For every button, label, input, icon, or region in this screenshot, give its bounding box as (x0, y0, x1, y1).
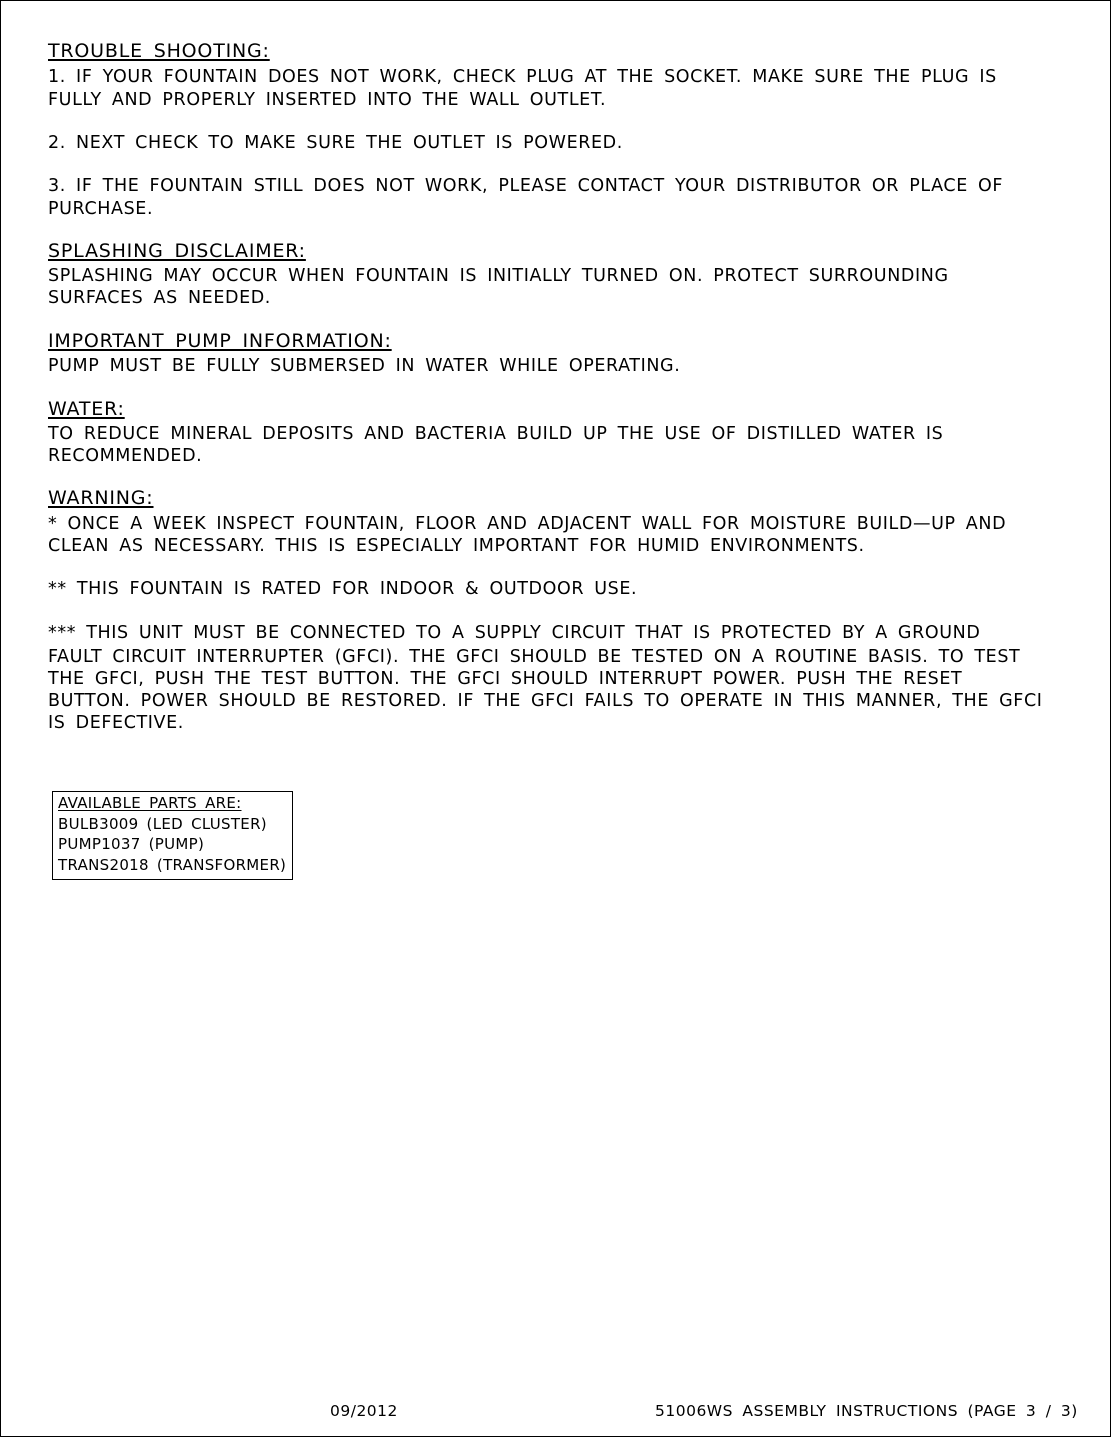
water-line-1: TO REDUCE MINERAL DEPOSITS AND BACTERIA BUILD UP THE USE OF DISTILLED WATER IS (48, 424, 944, 444)
part-item: BULB3009 (LED CLUSTER) (58, 814, 267, 833)
warning-line-3: ** THIS FOUNTAIN IS RATED FOR INDOOR & OUTDOOR USE. (48, 579, 638, 599)
splashing-disclaimer-heading: SPLASHING DISCLAIMER: (48, 240, 306, 262)
pump-info-heading: IMPORTANT PUMP INFORMATION: (48, 330, 392, 352)
trouble-line-1: 1. IF YOUR FOUNTAIN DOES NOT WORK, CHECK PLUG AT THE SOCKET. MAKE SURE THE PLUG IS (48, 67, 997, 87)
part-item: TRANS2018 (TRANSFORMER) (58, 855, 287, 874)
part-item: PUMP1037 (PUMP) (58, 835, 205, 853)
warning-line-7: BUTTON. POWER SHOULD BE RESTORED. IF THE GFCI FAILS TO OPERATE IN THIS MANNER, THE GFCI (48, 691, 1043, 711)
warning-line-5: FAULT CIRCUIT INTERRUPTER (GFCI). THE GFCI SHOULD BE TESTED ON A ROUTINE BASIS. TO TEST (48, 647, 1021, 667)
footer-date: 09/2012 (330, 1402, 398, 1420)
splash-line-2: SURFACES AS NEEDED. (48, 288, 271, 308)
trouble-line-3: 2. NEXT CHECK TO MAKE SURE THE OUTLET IS POWERED. (48, 133, 623, 153)
trouble-shooting-heading: TROUBLE SHOOTING: (48, 40, 270, 62)
warning-line-8: IS DEFECTIVE. (48, 713, 184, 733)
pump-line-1: PUMP MUST BE FULLY SUBMERSED IN WATER WHILE OPERATING. (48, 356, 681, 376)
trouble-line-5: PURCHASE. (48, 199, 154, 219)
warning-line-6: THE GFCI, PUSH THE TEST BUTTON. THE GFCI SHOULD INTERRUPT POWER. PUSH THE RESET (48, 669, 963, 689)
splash-line-1: SPLASHING MAY OCCUR WHEN FOUNTAIN IS INITIALLY TURNED ON. PROTECT SURROUNDING (48, 266, 949, 286)
available-parts-title: AVAILABLE PARTS ARE: (58, 794, 242, 812)
warning-line-1: * ONCE A WEEK INSPECT FOUNTAIN, FLOOR AND ADJACENT WALL FOR MOISTURE BUILD—UP AND (48, 514, 1007, 534)
warning-line-2: CLEAN AS NECESSARY. THIS IS ESPECIALLY IMPORTANT FOR HUMID ENVIRONMENTS. (48, 536, 865, 556)
warning-heading: WARNING: (48, 487, 154, 509)
trouble-line-4: 3. IF THE FOUNTAIN STILL DOES NOT WORK, PLEASE CONTACT YOUR DISTRIBUTOR OR PLACE OF (48, 176, 1004, 196)
available-parts-box (52, 791, 293, 880)
footer-document-info: 51006WS ASSEMBLY INSTRUCTIONS (PAGE 3 / 3) (655, 1402, 1078, 1420)
warning-line-4: *** THIS UNIT MUST BE CONNECTED TO A SUPPLY CIRCUIT THAT IS PROTECTED BY A GROUND (48, 623, 981, 643)
water-line-2: RECOMMENDED. (48, 446, 203, 466)
water-heading: WATER: (48, 398, 125, 420)
trouble-line-2: FULLY AND PROPERLY INSERTED INTO THE WALL OUTLET. (48, 90, 607, 110)
